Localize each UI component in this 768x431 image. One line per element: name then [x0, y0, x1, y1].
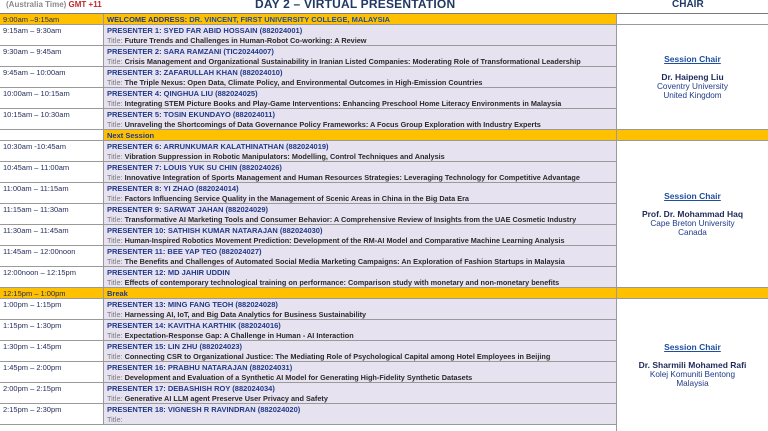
time-slot: 1:00pm – 1:15pm: [0, 299, 104, 319]
timezone-label: [6, 0, 102, 9]
chair-affiliation: Cape Breton University: [650, 219, 735, 228]
session-banner: [104, 288, 616, 298]
paper-title-text: The Triple Nexus: Open Data, Climate Policy, and Environmental Outcomes in High-Emission Countries: [124, 78, 483, 87]
paper-title: [107, 352, 616, 362]
title-prefix: Title:: [107, 257, 125, 266]
title-prefix: Title:: [107, 99, 125, 108]
time-slot: 1:45pm – 2:00pm: [0, 362, 104, 382]
title-prefix: Title:: [107, 310, 125, 319]
schedule-row: [0, 88, 616, 109]
schedule-row: [0, 162, 616, 183]
paper-title-text: Connecting CSR to Organizational Justice: The Mediating Role of Psychological Capital among Hotel Employees in Beijing: [124, 352, 551, 361]
paper-title-text: Unraveling the Shortcomings of Data Governance Policy Frameworks: A Focus Group Exploration with Industry Experts: [124, 120, 541, 129]
time-slot: 9:15am – 9:30am: [0, 25, 104, 45]
time-slot: 11:45am – 12:00noon: [0, 246, 104, 266]
schedule-row: [0, 225, 616, 246]
presentation-cell: [104, 341, 616, 361]
presenter-name: PRESENTER 18: VIGNESH R RAVINDRAN (882024020): [107, 405, 301, 414]
chair-content: [642, 191, 743, 237]
title-prefix: Title:: [107, 152, 125, 161]
presenter-name: PRESENTER 7: LOUIS YUK SU CHIN (882024026): [107, 163, 282, 172]
timezone-text: (Australia Time): [6, 0, 67, 9]
title-prefix: Title:: [107, 415, 123, 424]
presentation-cell: [104, 67, 616, 87]
paper-title: [107, 331, 616, 341]
paper-title: [107, 78, 616, 88]
paper-title: [107, 310, 616, 320]
time-slot: 11:15am – 11:30am: [0, 204, 104, 224]
presenter-name: PRESENTER 6: ARRUNKUMAR KALATHINATHAN (882024019): [107, 142, 329, 151]
paper-title: [107, 373, 616, 383]
session-chair-block: [616, 299, 768, 431]
time-slot: 2:15pm – 2:30pm: [0, 404, 104, 424]
schedule-row: [0, 204, 616, 225]
paper-title: [107, 415, 616, 425]
chair-country: Malaysia: [676, 379, 709, 388]
time-slot: 9:00am –9:15am: [0, 14, 104, 24]
paper-title-text: Human-Inspired Robotics Movement Prediction: Development of the RM-AI Model and Comparative Machine Learning Analysis: [124, 236, 565, 245]
session-chair-link[interactable]: Session Chair: [664, 342, 721, 352]
presentation-cell: [104, 46, 616, 66]
chair-cell-empty: [616, 130, 768, 141]
paper-title: [107, 236, 616, 246]
chair-name: Dr. Sharmili Mohamed Rafi: [638, 360, 747, 370]
schedule-header: [0, 0, 768, 13]
schedule-row: [0, 267, 616, 288]
time-slot: 10:45am – 11:00am: [0, 162, 104, 182]
presentation-cell: [104, 109, 616, 129]
chair-column-header: CHAIR: [672, 0, 704, 10]
time-slot: 12:15pm – 1:00pm: [0, 288, 104, 298]
paper-title: [107, 215, 616, 225]
title-prefix: Title:: [107, 57, 125, 66]
schedule-grid: [0, 13, 768, 431]
session-banner: [104, 14, 616, 24]
presentation-cell: [104, 362, 616, 382]
schedule-row: [0, 25, 616, 46]
presenter-name: PRESENTER 8: YI ZHAO (882024014): [107, 184, 239, 193]
chair-content: [639, 342, 747, 388]
time-slot: 10:15am – 10:30am: [0, 109, 104, 129]
title-prefix: Title:: [107, 331, 125, 340]
title-prefix: Title:: [107, 278, 125, 287]
time-slot: 12:00noon – 12:15pm: [0, 267, 104, 287]
chair-country: United Kingdom: [663, 91, 722, 100]
paper-title-text: Future Trends and Challenges in Human-Robot Co-working: A Review: [124, 36, 367, 45]
presenter-name: PRESENTER 17: DEBASHISH ROY (882024034): [107, 384, 275, 393]
schedule-row: [0, 299, 616, 320]
paper-title-text: Development and Evaluation of a Synthetic AI Model for Generating High-Fidelity Synthetic Datasets: [124, 373, 473, 382]
schedule-row: [0, 67, 616, 88]
paper-title: [107, 194, 616, 204]
title-prefix: Title:: [107, 394, 125, 403]
schedule-row: [0, 130, 616, 141]
chair-name: Dr. Haipeng Liu: [661, 72, 724, 82]
time-slot: 10:30am -10:45am: [0, 141, 104, 161]
presentation-cell: [104, 183, 616, 203]
paper-title-text: Transformative AI Marketing Tools and Consumer Behavior: A Comprehensive Review of Insights from the UAE Cosmetic Industry: [124, 215, 577, 224]
chair-affiliation: Coventry University: [657, 82, 728, 91]
time-slot: 1:15pm – 1:30pm: [0, 320, 104, 340]
paper-title-text: Harnessing AI, IoT, and Big Data Analytics for Business Sustainability: [124, 310, 367, 319]
paper-title-text: Vibration Suppression in Robotic Manipulators: Modelling, Control Techniques and Analysis: [124, 152, 445, 161]
session-chair-block: [616, 25, 768, 130]
title-prefix: Title:: [107, 78, 125, 87]
presentation-cell: [104, 246, 616, 266]
schedule-row: [0, 14, 616, 25]
title-prefix: Title:: [107, 215, 125, 224]
time-slot: 9:30am – 9:45am: [0, 46, 104, 66]
banner-label: Next Session: [107, 131, 155, 140]
presentation-cell: [104, 383, 616, 403]
presenter-name: PRESENTER 15: LIN ZHU (882024023): [107, 342, 243, 351]
session-chair-link[interactable]: Session Chair: [664, 191, 721, 201]
presentation-cell: [104, 404, 616, 424]
paper-title-text: Generative AI LLM agent Preserve User Privacy and Safety: [124, 394, 328, 403]
title-prefix: Title:: [107, 36, 125, 45]
paper-title: [107, 57, 616, 67]
presenter-name: PRESENTER 3: ZAFARULLAH KHAN (882024010): [107, 68, 283, 77]
presentation-cell: [104, 88, 616, 108]
time-slot: 9:45am – 10:00am: [0, 67, 104, 87]
paper-title-text: Factors Influencing Service Quality in the Management of Scenic Areas in China in the Big Data Era: [124, 194, 469, 203]
paper-title: [107, 36, 616, 46]
schedule-row: [0, 246, 616, 267]
title-prefix: Title:: [107, 236, 125, 245]
paper-title: [107, 99, 616, 109]
presentation-cell: [104, 204, 616, 224]
paper-title: [107, 278, 616, 288]
session-banner: [104, 130, 616, 140]
schedule-row: [0, 109, 616, 130]
day-title: DAY 2 – VIRTUAL PRESENTATION: [255, 0, 456, 11]
time-slot: [0, 130, 104, 140]
time-slot: 10:00am – 10:15am: [0, 88, 104, 108]
chair-name: Prof. Dr. Mohammad Haq: [641, 209, 744, 219]
gmt-offset: GMT +11: [68, 0, 102, 9]
chair-country: Canada: [678, 228, 707, 237]
chair-cell-empty: [616, 288, 768, 299]
presentation-cell: [104, 141, 616, 161]
presentation-cell: [104, 162, 616, 182]
paper-title-text: Integrating STEM Picture Books and Play-Game Interventions: Enhancing Preschool Home Literacy Environments in Malaysia: [124, 99, 562, 108]
paper-title: [107, 120, 616, 130]
presenter-name: PRESENTER 16: PRABHU NATARAJAN (882024031): [107, 363, 293, 372]
title-prefix: Title:: [107, 120, 125, 129]
time-slot: 11:30am – 11:45am: [0, 225, 104, 245]
schedule-row: [0, 288, 616, 299]
presenter-name: PRESENTER 13: MING FANG TEOH (882024028): [107, 300, 278, 309]
banner-label: WELCOME ADDRESS:: [107, 15, 190, 24]
time-slot: 11:00am – 11:15am: [0, 183, 104, 203]
presentation-cell: [104, 320, 616, 340]
presenter-name: PRESENTER 2: SARA RAMZANI (TIC20244007): [107, 47, 274, 56]
presenter-name: PRESENTER 10: SATHISH KUMAR NATARAJAN (882024030): [107, 226, 323, 235]
session-chair-link[interactable]: Session Chair: [664, 54, 721, 64]
presenter-name: PRESENTER 12: MD JAHIR UDDIN: [107, 268, 230, 277]
banner-label: Break: [107, 289, 128, 298]
schedule-row: [0, 341, 616, 362]
presenter-name: PRESENTER 4: QINGHUA LIU (882024025): [107, 89, 258, 98]
schedule-row: [0, 404, 616, 425]
presentation-cell: [104, 225, 616, 245]
paper-title-text: Expectation-Response Gap: A Challenge in Human - AI Interaction: [124, 331, 354, 340]
presenter-name: PRESENTER 1: SYED FAR ABID HOSSAIN (882024001): [107, 26, 303, 35]
chair-content: [657, 54, 728, 100]
paper-title: [107, 394, 616, 404]
title-prefix: Title:: [107, 352, 125, 361]
presentation-cell: [104, 299, 616, 319]
paper-title: [107, 152, 616, 162]
time-slot: 2:00pm – 2:15pm: [0, 383, 104, 403]
title-prefix: Title:: [107, 194, 125, 203]
time-slot: 1:30pm – 1:45pm: [0, 341, 104, 361]
title-prefix: Title:: [107, 173, 125, 182]
paper-title: [107, 173, 616, 183]
schedule-row: [0, 46, 616, 67]
presenter-name: PRESENTER 5: TOSIN EKUNDAYO (882024011): [107, 110, 275, 119]
paper-title-text: Crisis Management and Organizational Sustainability in Iranian Listed Companies: Moderating Role of Transformational Leadership: [124, 57, 581, 66]
banner-subtext: DR. VINCENT, FIRST UNIVERSITY COLLEGE, MALAYSIA: [189, 15, 391, 24]
paper-title: [107, 257, 616, 267]
presenter-name: PRESENTER 14: KAVITHA KARTHIK (882024016): [107, 321, 281, 330]
schedule-row: [0, 183, 616, 204]
schedule-row: [0, 362, 616, 383]
schedule-row: [0, 141, 616, 162]
schedule-row: [0, 383, 616, 404]
presentation-cell: [104, 25, 616, 45]
title-prefix: Title:: [107, 373, 125, 382]
chair-cell-empty: [616, 14, 768, 25]
paper-title-text: Effects of contemporary technological training on performance: Comparison study with monetary and non-monetary benefits: [124, 278, 560, 287]
paper-title-text: The Benefits and Challenges of Automated Social Media Marketing Campaigns: An Exploration of Fashion Startups in Malaysia: [124, 257, 565, 266]
presentation-cell: [104, 267, 616, 287]
paper-title-text: Innovative Integration of Sports Management and Human Resources Strategies: Leveraging Technology for Competitive Advantage: [124, 173, 580, 182]
presenter-name: PRESENTER 9: SARWAT JAHAN (882024029): [107, 205, 269, 214]
schedule-row: [0, 320, 616, 341]
session-chair-block: [616, 141, 768, 288]
chair-affiliation: Kolej Komuniti Bentong: [649, 370, 736, 379]
presenter-name: PRESENTER 11: BEE YAP TEO (882024027): [107, 247, 262, 256]
